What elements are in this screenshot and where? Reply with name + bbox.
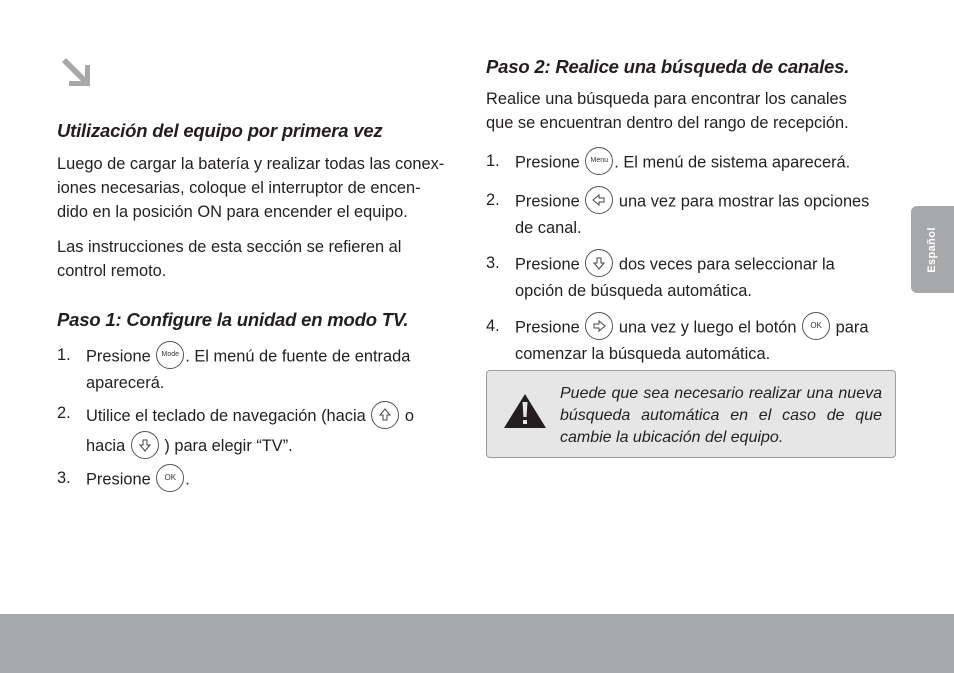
text: . xyxy=(185,470,190,489)
text: Presione xyxy=(515,192,580,211)
item-number: 1. xyxy=(57,346,71,364)
language-tab-label: Español xyxy=(926,227,938,273)
line: control remoto. xyxy=(57,262,167,280)
text: Presione xyxy=(86,470,151,489)
item-number: 3. xyxy=(57,469,71,487)
arrow-down-button-icon xyxy=(131,431,159,459)
text: Presione xyxy=(515,318,580,337)
line: Las instrucciones de esta sección se refieren al xyxy=(57,238,402,256)
item-text xyxy=(515,251,835,303)
text: para xyxy=(835,318,869,337)
text: ) para elegir “TV”. xyxy=(164,437,293,455)
warning-icon xyxy=(503,393,547,429)
paragraph-intro xyxy=(57,152,444,224)
item-text xyxy=(86,401,414,461)
arrow-down-right-icon xyxy=(59,55,93,89)
text: Presione xyxy=(515,255,580,274)
item-number: 2. xyxy=(486,191,500,209)
text: hacia xyxy=(86,437,126,455)
text: Presione xyxy=(515,153,580,172)
item-number: 2. xyxy=(57,404,71,422)
text: aparecerá. xyxy=(86,374,165,392)
note-text: Puede que sea necesario realizar una nueva búsqueda automática en el caso de que cambie la ubicación del equipo. xyxy=(560,385,882,446)
text: . El menú de fuente de entrada xyxy=(185,347,411,366)
paragraph-remote xyxy=(57,235,401,283)
heading-step-1: Paso 1: Configure la unidad en modo TV. xyxy=(57,309,409,330)
text: opción de búsqueda automática. xyxy=(515,282,752,300)
arrow-right-button-icon xyxy=(585,312,613,340)
heading-first-use: Utilización del equipo por primera vez xyxy=(57,120,383,141)
text: una vez para mostrar las opciones xyxy=(618,192,870,211)
line: Realice una búsqueda para encontrar los canales xyxy=(486,90,847,108)
text: comenzar la búsqueda automática. xyxy=(515,345,771,363)
arrow-left-button-icon xyxy=(585,186,613,214)
heading-step-2: Paso 2: Realice una búsqueda de canales. xyxy=(486,56,850,77)
line: Luego de cargar la batería y realizar todas las conex- xyxy=(57,155,445,173)
item-number: 1. xyxy=(486,152,500,170)
item-number: 3. xyxy=(486,254,500,272)
menu-button-icon: Menu xyxy=(585,147,613,175)
warning-note xyxy=(486,370,896,458)
language-tab xyxy=(911,206,954,293)
item-text xyxy=(515,149,850,177)
line: iones necesarias, coloque el interruptor de encen- xyxy=(57,179,421,197)
arrow-up-button-icon xyxy=(371,401,399,429)
item-text xyxy=(86,343,410,395)
text: Presione xyxy=(86,347,151,366)
item-text xyxy=(86,466,190,494)
item-number: 4. xyxy=(486,317,500,335)
text: de canal. xyxy=(515,219,582,237)
paragraph-search xyxy=(486,87,849,135)
text: una vez y luego el botón xyxy=(618,318,797,337)
text: o xyxy=(404,407,414,425)
ok-button-icon: OK xyxy=(802,312,830,340)
text: . El menú de sistema aparecerá. xyxy=(614,153,851,172)
line: dido en la posición ON para encender el equipo. xyxy=(57,203,408,221)
text: Utilice el teclado de navegación (hacia xyxy=(86,407,366,425)
mode-button-icon: Mode xyxy=(156,341,184,369)
footer-bar xyxy=(0,614,954,673)
ok-button-icon: OK xyxy=(156,464,184,492)
item-text xyxy=(515,314,868,366)
text: dos veces para seleccionar la xyxy=(618,255,835,274)
item-text xyxy=(515,188,869,240)
line: que se encuentran dentro del rango de recepción. xyxy=(486,114,849,132)
arrow-down-button-icon xyxy=(585,249,613,277)
